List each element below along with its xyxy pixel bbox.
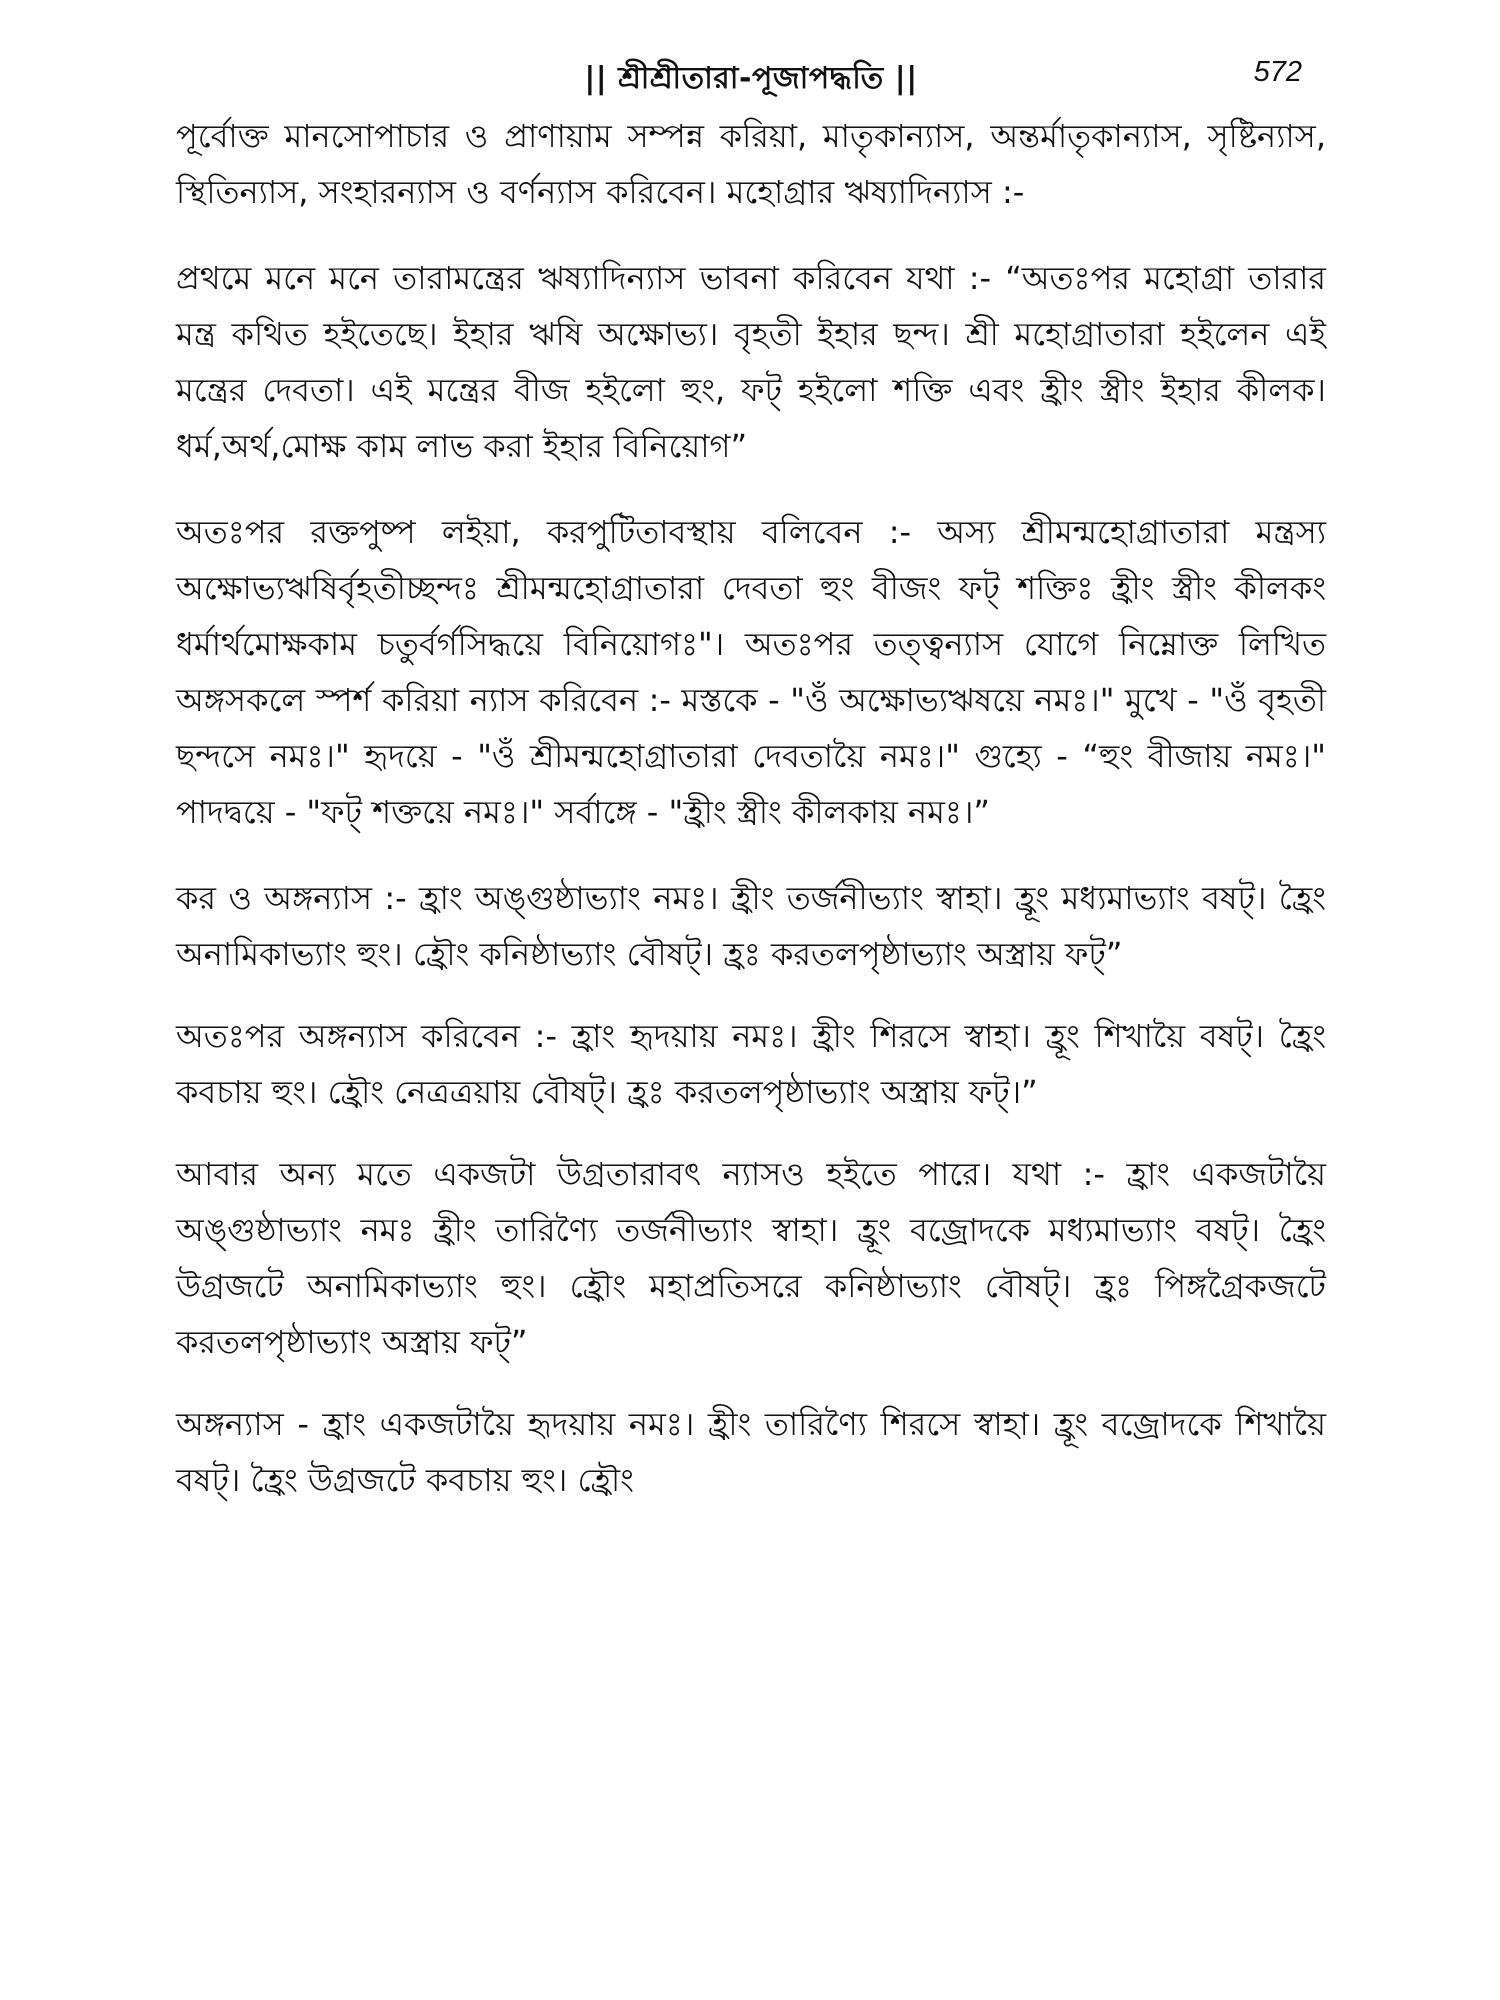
page-title: || শ্রীশ্রীতারা-পূজাপদ্ধতি ||: [584, 61, 918, 96]
page-body: [176, 108, 1326, 1534]
paragraph-ekajata-nyasa: আবার অন্য মতে একজটা উগ্রতারাবৎ ন্যাসও হইতে পারে। যথা :- হ্রাং একজটায়ৈ অঙ্গুষ্ঠাভ্যাং নমঃ হ্রীং তারিণ্যৈ তর্জনীভ্যাং স্বাহা। হ্রূং বজ্রোদকে মধ্যমাভ্যাং বষট্। হ্রৈং উগ্রজটে অনামিকাভ্যাং হুং। হ্রৌং মহাপ্রতিসরে কনিষ্ঠাভ্যাং বৌষট্। হ্রঃ পিঙ্গগ্রৈকজটে করতলপৃষ্ঠাভ্যাং অস্ত্রায় ফট্”: [176, 1155, 1326, 1361]
paragraph-viniyoga-tattva-nyasa: অতঃপর রক্তপুষ্প লইয়া, করপুটিতাবস্থায় বলিবেন :- অস্য শ্রীমন্মহোগ্রাতারা মন্ত্রস্য অক্ষোভ্যঋষির্বৃহতীচ্ছন্দঃ শ্রীমন্মহোগ্রাতারা দেবতা হুং বীজং ফট্ শক্তিঃ হ্রীং স্ত্রীং কীলকং ধর্মার্থমোক্ষকাম চতুর্বর্গসিদ্ধয়ে বিনিয়োগঃ"। অতঃপর তত্ত্বন্যাস যোগে নিম্নোক্ত লিখিত অঙ্গসকলে স্পর্শ করিয়া ন্যাস করিবেন :- মস্তকে - "ওঁ অক্ষোভ্যঋষয়ে নমঃ।" মুখে - "ওঁ বৃহতী ছন্দসে নমঃ।" হৃদয়ে - "ওঁ শ্রীমন্মহোগ্রাতারা দেবতায়ৈ নমঃ।" গুহ্যে - “হুং বীজায় নমঃ।" পাদদ্বয়ে - "ফট্ শক্তয়ে নমঃ।" সর্বাঙ্গে - "হ্রীং স্ত্রীং কীলকায় নমঃ।”: [176, 513, 1326, 831]
page-number: 572: [1253, 56, 1302, 88]
page-header: [176, 54, 1326, 100]
paragraph-anga-nyasa: অতঃপর অঙ্গন্যাস করিবেন :- হ্রাং হৃদয়ায় নমঃ। হ্রীং শিরসে স্বাহা। হ্রূং শিখায়ৈ বষট্। হ্রৈং কবচায় হুং। হ্রৌং নেত্রত্রয়ায় বৌষট্। হ্রঃ করতলপৃষ্ঠাভ্যাং অস্ত্রায় ফট্।”: [176, 1017, 1326, 1111]
paragraph-ekajata-anga-nyasa: অঙ্গন্যাস - হ্রাং একজটায়ৈ হৃদয়ায় নমঃ। হ্রীং তারিণ্যৈ শিরসে স্বাহা। হ্রূং বজ্রোদকে শিখায়ৈ বষট্। হ্রৈং উগ্রজটে কবচায় হুং। হ্রৌং: [176, 1405, 1326, 1499]
paragraph-kara-anga-nyasa: কর ও অঙ্গন্যাস :- হ্রাং অঙ্গুষ্ঠাভ্যাং নমঃ। হ্রীং তর্জনীভ্যাং স্বাহা। হ্রূং মধ্যমাভ্যাং বষট্। হ্রৈং অনামিকাভ্যাং হুং। হ্রৌং কনিষ্ঠাভ্যাং বৌষট্। হ্রঃ করতলপৃষ্ঠাভ্যাং অস্ত্রায় ফট্”: [176, 879, 1326, 973]
paragraph-rishyadi-meditation: প্রথমে মনে মনে তারামন্ত্রের ঋষ্যাদিন্যাস ভাবনা করিবেন যথা :- “অতঃপর মহোগ্রা তারার মন্ত্র কথিত হইতেছে। ইহার ঋষি অক্ষোভ্য। বৃহতী ইহার ছন্দ। শ্রী মহোগ্রাতারা হইলেন এই মন্ত্রের দেবতা। এই মন্ত্রের বীজ হইলো হুং, ফট্ হইলো শক্তি এবং হ্রীং স্ত্রীং ইহার কীলক। ধর্ম,অর্থ,মোক্ষ কাম লাভ করা ইহার বিনিয়োগ”: [176, 259, 1326, 465]
paragraph-preliminary-nyasa: পূর্বোক্ত মানসোপাচার ও প্রাণায়াম সম্পন্ন করিয়া, মাতৃকান্যাস, অন্তর্মাতৃকান্যাস, সৃষ্টিন্যাস, স্থিতিন্যাস, সংহারন্যাস ও বর্ণন্যাস করিবেন। মহোগ্রার ঋষ্যাদিন্যাস :-: [176, 117, 1326, 211]
